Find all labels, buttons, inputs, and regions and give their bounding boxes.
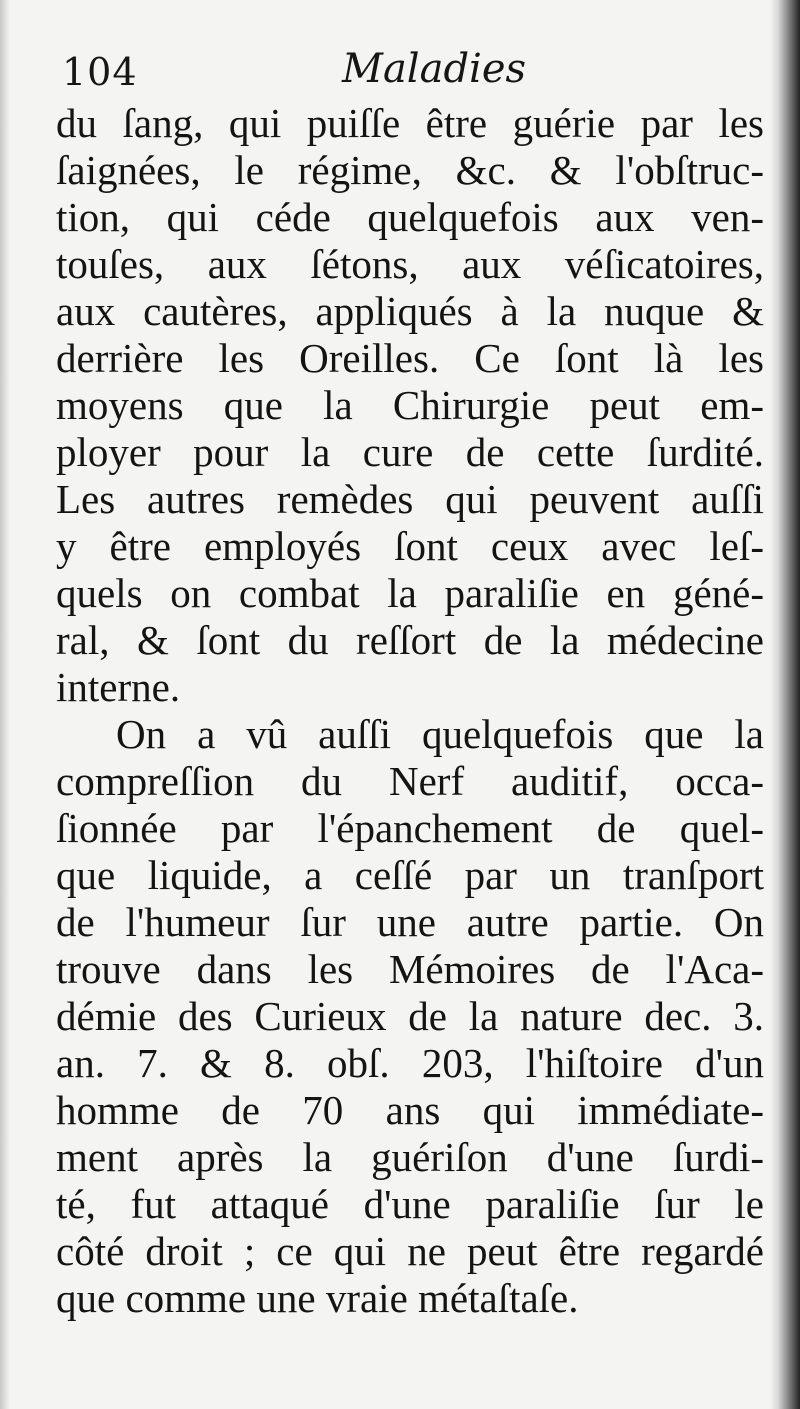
text-line: tion, qui céde quelquefois aux ven- (56, 194, 764, 240)
text-line: aux cautères, appliqués à la nuque & (56, 288, 764, 334)
text-line: té, fut attaqué d'une paraliſie ſur le (56, 1181, 764, 1227)
text-line: interne. (56, 664, 181, 710)
text-line: ployer pour la cure de cette ſurdité. (56, 429, 764, 475)
text-line: démie des Curieux de la nature dec. 3. (56, 993, 764, 1039)
paragraph-first-line: On a vû auſſi quelquefois que la (116, 711, 764, 757)
text-line: homme de 70 ans qui immédiate- (56, 1087, 764, 1133)
page-header (62, 40, 762, 100)
text-line: ſaignées, le régime, &c. & l'obſtruc- (56, 147, 764, 193)
text-line: moyens que la Chirurgie peut em- (56, 382, 764, 428)
text-line: Les autres remèdes qui peuvent auſſi (56, 476, 764, 522)
text-line: y être employés ſont ceux avec leſ- (56, 523, 764, 569)
text-line: côté droit ; ce qui ne peut être regardé (56, 1228, 764, 1274)
text-line: ral, & ſont du reſſort de la médecine (56, 617, 764, 663)
page-number: 104 (62, 50, 138, 94)
text-line: trouve dans les Mémoires de l'Aca- (56, 946, 764, 992)
text-line: de l'humeur ſur une autre partie. On (56, 899, 764, 945)
text-line: touſes, aux ſétons, aux véſicatoires, (56, 241, 764, 287)
page-left-edge-shadow (0, 0, 10, 1409)
text-line: du ſang, qui puiſſe être guérie par les (56, 100, 764, 146)
text-line: ſionnée par l'épanchement de quel- (56, 805, 764, 851)
text-line: que liquide, a ceſſé par un tranſport (56, 852, 764, 898)
page-gutter-shadow (770, 0, 800, 1409)
text-line: compreſſion du Nerf auditif, occa- (56, 758, 764, 804)
body-text (56, 100, 764, 1322)
text-line: an. 7. & 8. obſ. 203, l'hiſtoire d'un (56, 1040, 764, 1086)
text-line: derrière les Oreilles. Ce ſont là les (56, 335, 764, 381)
text-line: que comme une vraie métaſtaſe. (56, 1275, 579, 1321)
text-line: quels on combat la paraliſie en géné- (56, 570, 764, 616)
running-head: Maladies (342, 46, 527, 92)
text-line: ment après la guériſon d'une ſurdi- (56, 1134, 764, 1180)
